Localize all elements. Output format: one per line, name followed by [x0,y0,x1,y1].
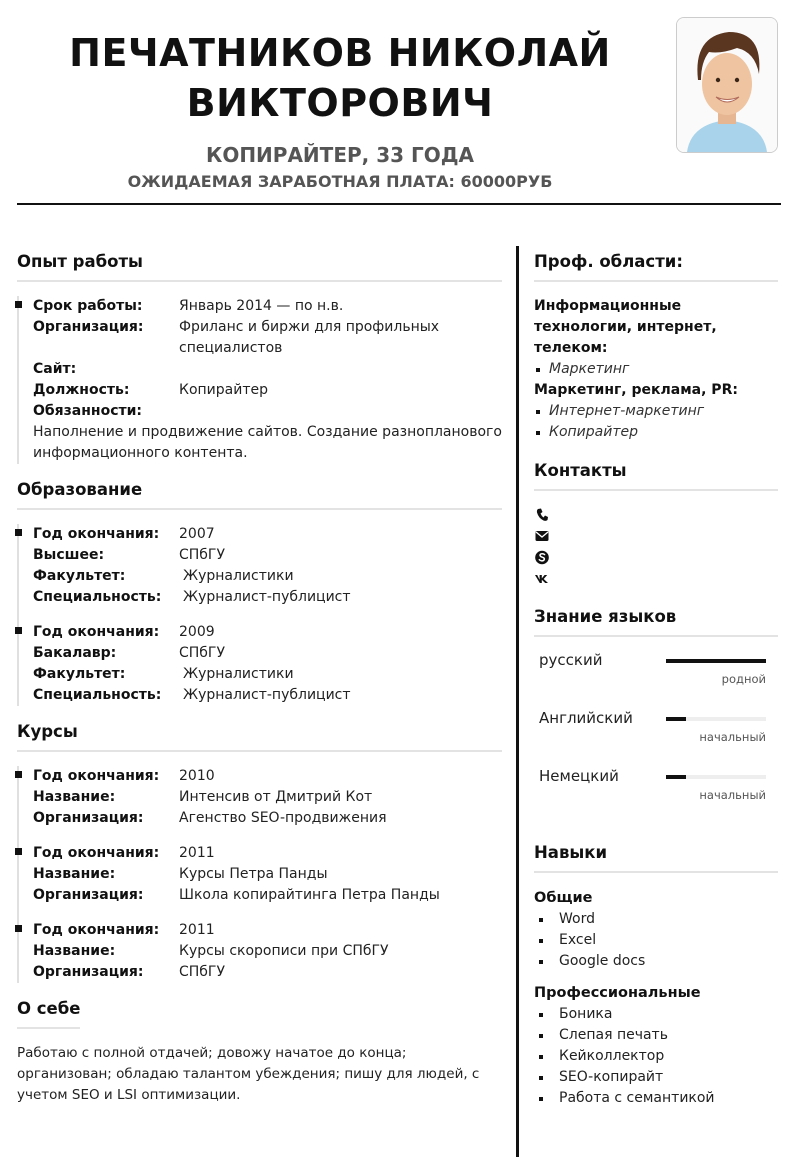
course-name-value: Курсы скорописи при СПбГУ [179,943,389,959]
timeline-bullet [15,529,22,536]
language-name: Английский [539,709,633,727]
languages-list [534,651,778,825]
organization-value: Школа копирайтинга Петра Панды [179,887,440,903]
education-title: Образование [17,476,502,510]
language-level: начальный [699,730,766,744]
skills-title: Навыки [534,839,778,873]
skill-item: Google docs [534,951,778,972]
experience-title: Опыт работы [17,248,502,282]
profile-photo [676,17,778,153]
skill-item: Word [534,909,778,930]
site-label: Сайт: [33,361,77,377]
degree-value: СПбГУ [179,645,226,661]
faculty-label: Факультет: [33,666,126,682]
skill-item: Боника [534,1004,778,1025]
organization-label: Организация: [33,964,144,980]
skill-group-title: Общие [534,890,593,906]
specialty-label: Специальность: [33,589,162,605]
course-name-label: Название: [33,789,116,805]
faculty-value: Журналистики [183,568,294,584]
skill-item: Excel [534,930,778,951]
contacts-section [534,457,778,589]
period-label: Срок работы: [33,298,143,314]
skill-item: SEO-копирайт [534,1067,778,1088]
courses-timeline [17,766,502,983]
year-label: Год окончания: [33,845,160,861]
timeline-bullet [15,848,22,855]
year-value: 2011 [179,922,215,938]
timeline-bullet [15,771,22,778]
skill-item: Работа с семантикой [534,1088,778,1109]
language-level-bar [666,717,766,721]
language-item [534,767,778,825]
language-level: родной [721,672,766,686]
period-value: Январь 2014 — по н.в. [179,298,344,314]
specialty-label: Специальность: [33,687,162,703]
faculty-value: Журналистики [183,666,294,682]
language-item [534,651,778,709]
organization-label: Организация: [33,319,144,335]
language-item [534,709,778,767]
experience-timeline [17,296,502,464]
phone-icon[interactable] [534,505,550,526]
education-entry [33,622,502,706]
timeline-bullet [15,301,22,308]
languages-title: Знание языков [534,603,778,637]
skill-item: Слепая печать [534,1025,778,1046]
education-entry [33,524,502,608]
course-name-value: Курсы Петра Панды [179,866,328,882]
year-value: 2007 [179,526,215,542]
about-title: О себе [17,995,80,1029]
experience-section [17,248,502,464]
expected-salary: ОЖИДАЕМАЯ ЗАРАБОТНАЯ ПЛАТА: 60000РУБ [127,172,553,191]
prof-area-group: Информационные технологии, интернет, телеком: [534,298,717,356]
skill-item: Кейколлектор [534,1046,778,1067]
specialty-value: Журналист-публицист [183,589,351,605]
organization-label: Организация: [33,887,144,903]
column-divider [516,246,519,1157]
duties-text: Наполнение и продвижение сайтов. Создание разнопланового информационного контента. [33,424,502,461]
year-label: Год окончания: [33,624,160,640]
language-level-bar [666,775,766,779]
year-label: Год окончания: [33,922,160,938]
skills-section [534,839,778,1109]
prof-area-item: Копирайтер [534,422,778,443]
year-value: 2011 [179,845,215,861]
course-entry [33,920,502,983]
language-level-bar [666,659,766,663]
courses-section [17,718,502,983]
education-section [17,476,502,706]
year-label: Год окончания: [33,768,160,784]
prof-area-item: Интернет-маркетинг [534,401,778,422]
language-level: начальный [699,788,766,802]
courses-title: Курсы [17,718,502,752]
timeline-bullet [15,627,22,634]
languages-section [534,603,778,825]
vk-icon[interactable] [534,568,550,589]
language-name: русский [539,651,603,669]
contacts-title: Контакты [534,457,778,491]
year-value: 2009 [179,624,215,640]
candidate-name [40,28,640,128]
about-section [17,995,502,1106]
education-timeline [17,524,502,706]
position-age: КОПИРАЙТЕР, 33 ГОДА [205,143,475,167]
role-value: Копирайтер [179,382,268,398]
name-line-2: ВИКТОРОВИЧ [186,81,494,125]
skill-group-title: Профессиональные [534,985,701,1001]
faculty-label: Факультет: [33,568,126,584]
left-column [17,248,502,1118]
course-entry [33,843,502,906]
degree-label: Бакалавр: [33,645,117,661]
role-label: Должность: [33,382,130,398]
about-text: Работаю с полной отдачей; довожу начатое до конца; организован; обладаю талантом убеждения; пишу для людей, с учетом SEO и LSI оптимизации. [17,1045,480,1103]
organization-value: Фриланс и биржи для профильных специалистов [179,319,440,356]
duties-label: Обязанности: [33,403,143,419]
course-entry [33,766,502,829]
course-name-value: Интенсив от Дмитрий Кот [179,789,373,805]
mail-icon[interactable] [534,526,550,547]
course-name-label: Название: [33,866,116,882]
name-line-1: ПЕЧАТНИКОВ НИКОЛАЙ [69,31,611,75]
prof-area-item: Маркетинг [534,359,778,380]
prof-areas-section [534,248,778,443]
timeline-bullet [15,925,22,932]
experience-entry [33,296,502,464]
organization-value: СПбГУ [179,964,226,980]
course-name-label: Название: [33,943,116,959]
year-value: 2010 [179,768,215,784]
degree-value: СПбГУ [179,547,226,563]
header-divider [17,203,781,205]
specialty-value: Журналист-публицист [183,687,351,703]
organization-value: Агенство SEO-продвижения [179,810,387,826]
degree-label: Высшее: [33,547,105,563]
organization-label: Организация: [33,810,144,826]
language-name: Немецкий [539,767,619,785]
year-label: Год окончания: [33,526,160,542]
right-column [534,248,778,1123]
skype-icon[interactable] [534,547,550,568]
prof-area-group: Маркетинг, реклама, PR: [534,382,738,398]
prof-areas-title: Проф. области: [534,248,778,282]
